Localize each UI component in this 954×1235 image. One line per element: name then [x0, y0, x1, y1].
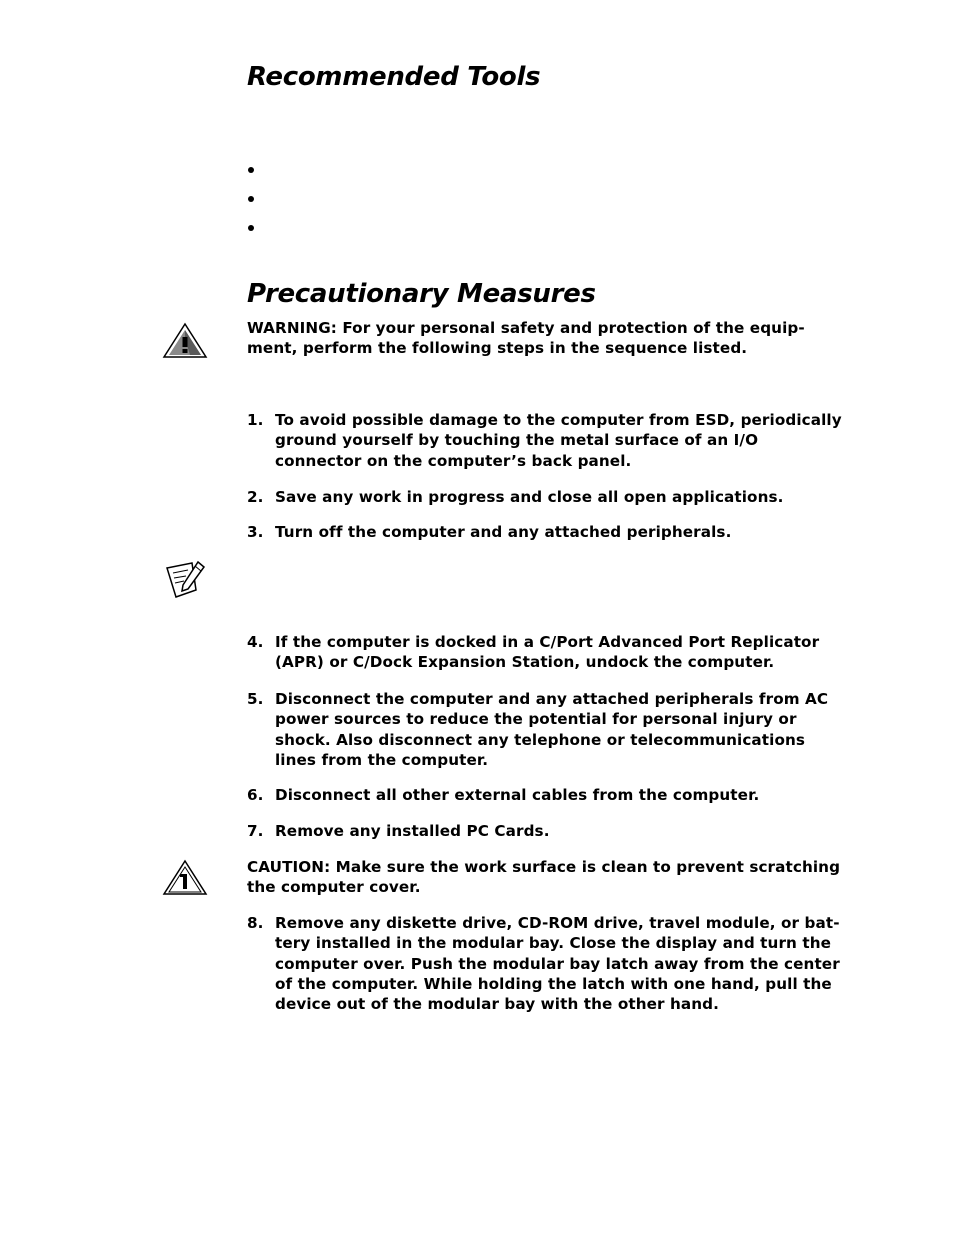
step-7 — [247, 821, 847, 841]
warning-text: WARNING: For your personal safety and protection of the equip-ment, perform the following steps in the sequence listed. — [247, 319, 805, 358]
step-number: 3. — [247, 523, 264, 541]
step-number: 1. — [247, 411, 264, 429]
step-number: 7. — [247, 822, 264, 840]
step-number: 4. — [247, 633, 264, 651]
recommended-tools-heading: Recommended Tools — [247, 62, 541, 92]
note-pencil-icon — [164, 560, 208, 600]
step-text: To avoid possible damage to the computer from ESD, periodically ground yourself by touching the metal surface of an I/O connector on the computer’s back panel. — [275, 411, 842, 470]
tools-bullet-3 — [248, 225, 254, 231]
step-3 — [247, 522, 847, 542]
step-text: Save any work in progress and close all open applications. — [275, 488, 784, 506]
step-5 — [247, 689, 847, 770]
step-1 — [247, 410, 847, 471]
step-number: 5. — [247, 690, 264, 708]
step-text: Turn off the computer and any attached peripherals. — [275, 523, 732, 541]
step-text: If the computer is docked in a C/Port Advanced Port Replicator (APR) or C/Dock Expansion Station, undock the computer. — [275, 633, 820, 672]
precautionary-measures-heading: Precautionary Measures — [247, 279, 596, 309]
step-number: 2. — [247, 488, 264, 506]
step-8 — [247, 913, 847, 1014]
caution-text: CAUTION: Make sure the work surface is clean to prevent scratching the computer cover. — [247, 858, 841, 897]
tools-bullet-2 — [248, 196, 254, 202]
step-text: Remove any diskette drive, CD-ROM drive, travel module, or bat-tery installed in the modular bay. Close the display and turn the computer over. Push the modular bay latch away from the center of the computer. While holding the latch with one hand, pull the device out of the modular bay with the other hand. — [275, 914, 840, 1014]
caution-triangle-icon — [162, 859, 208, 897]
tools-bullet-1 — [248, 167, 254, 173]
step-4 — [247, 632, 847, 673]
step-text: Remove any installed PC Cards. — [275, 822, 550, 840]
step-6 — [247, 785, 847, 805]
step-number: 8. — [247, 914, 264, 932]
step-2 — [247, 487, 847, 507]
step-text: Disconnect all other external cables from the computer. — [275, 786, 760, 804]
warning-triangle-icon — [162, 322, 208, 360]
step-number: 6. — [247, 786, 264, 804]
step-text: Disconnect the computer and any attached peripherals from AC power sources to reduce the potential for personal injury or shock. Also disconnect any telephone or telecommunications lines from the computer. — [275, 690, 829, 769]
